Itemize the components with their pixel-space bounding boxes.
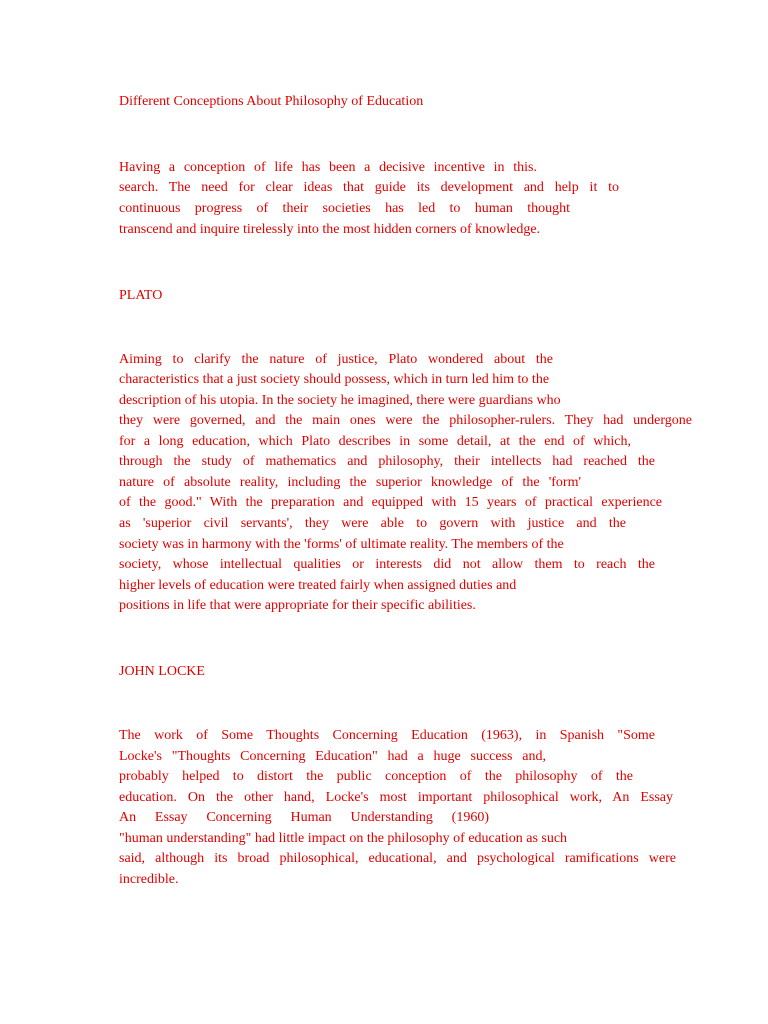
plato-line-6: through the study of mathematics and philosophy, their intellects had reached the — [119, 454, 655, 469]
section-heading-plato: PLATO — [119, 288, 163, 303]
locke-line-7: said, although its broad philosophical, educational, and psychological ramifications were — [119, 851, 676, 866]
intro-line-1: Having a conception of life has been a decisive incentive in this. — [119, 160, 537, 175]
intro-line-4: transcend and inquire tirelessly into the most hidden corners of knowledge. — [119, 222, 541, 237]
plato-line-5: for a long education, which Plato describes in some detail, at the end of which, — [119, 434, 631, 449]
locke-line-1: The work of Some Thoughts Concerning Education (1963), in Spanish "Some — [119, 728, 655, 743]
plato-line-1: Aiming to clarify the nature of justice, Plato wondered about the — [119, 352, 553, 367]
plato-line-7: nature of absolute reality, including the superior knowledge of the 'form' — [119, 475, 581, 490]
locke-line-4: education. On the other hand, Locke's most important philosophical work, An Essay — [119, 790, 673, 805]
plato-line-9: as 'superior civil servants', they were able to govern with justice and the — [119, 516, 626, 531]
locke-line-2: Locke's "Thoughts Concerning Education" had a huge success and, — [119, 749, 546, 764]
intro-line-3: continuous progress of their societies has led to human thought — [119, 201, 570, 216]
plato-line-2: characteristics that a just society should possess, which in turn led him to the — [119, 372, 550, 387]
plato-line-13: positions in life that were appropriate for their specific abilities. — [119, 598, 476, 613]
intro-line-2: search. The need for clear ideas that guide its development and help it to — [119, 180, 619, 195]
locke-line-5: An Essay Concerning Human Understanding (1960) — [119, 810, 489, 825]
plato-line-3: description of his utopia. In the society he imagined, there were guardians who — [119, 393, 561, 408]
section-heading-john-locke: JOHN LOCKE — [119, 664, 205, 679]
plato-line-4: they were governed, and the main ones were the philosopher-rulers. They had undergone — [119, 413, 692, 428]
plato-line-12: higher levels of education were treated fairly when assigned duties and — [119, 578, 517, 593]
locke-line-6: "human understanding" had little impact on the philosophy of education as such — [119, 831, 568, 846]
plato-line-10: society was in harmony with the 'forms' of ultimate reality. The members of the — [119, 537, 564, 552]
plato-line-8: of the good." With the preparation and equipped with 15 years of practical experience — [119, 495, 662, 510]
document-title: Different Conceptions About Philosophy of Education — [119, 94, 424, 109]
locke-line-3: probably helped to distort the public conception of the philosophy of the — [119, 769, 633, 784]
plato-line-11: society, whose intellectual qualities or interests did not allow them to reach the — [119, 557, 655, 572]
locke-line-8: incredible. — [119, 872, 179, 887]
